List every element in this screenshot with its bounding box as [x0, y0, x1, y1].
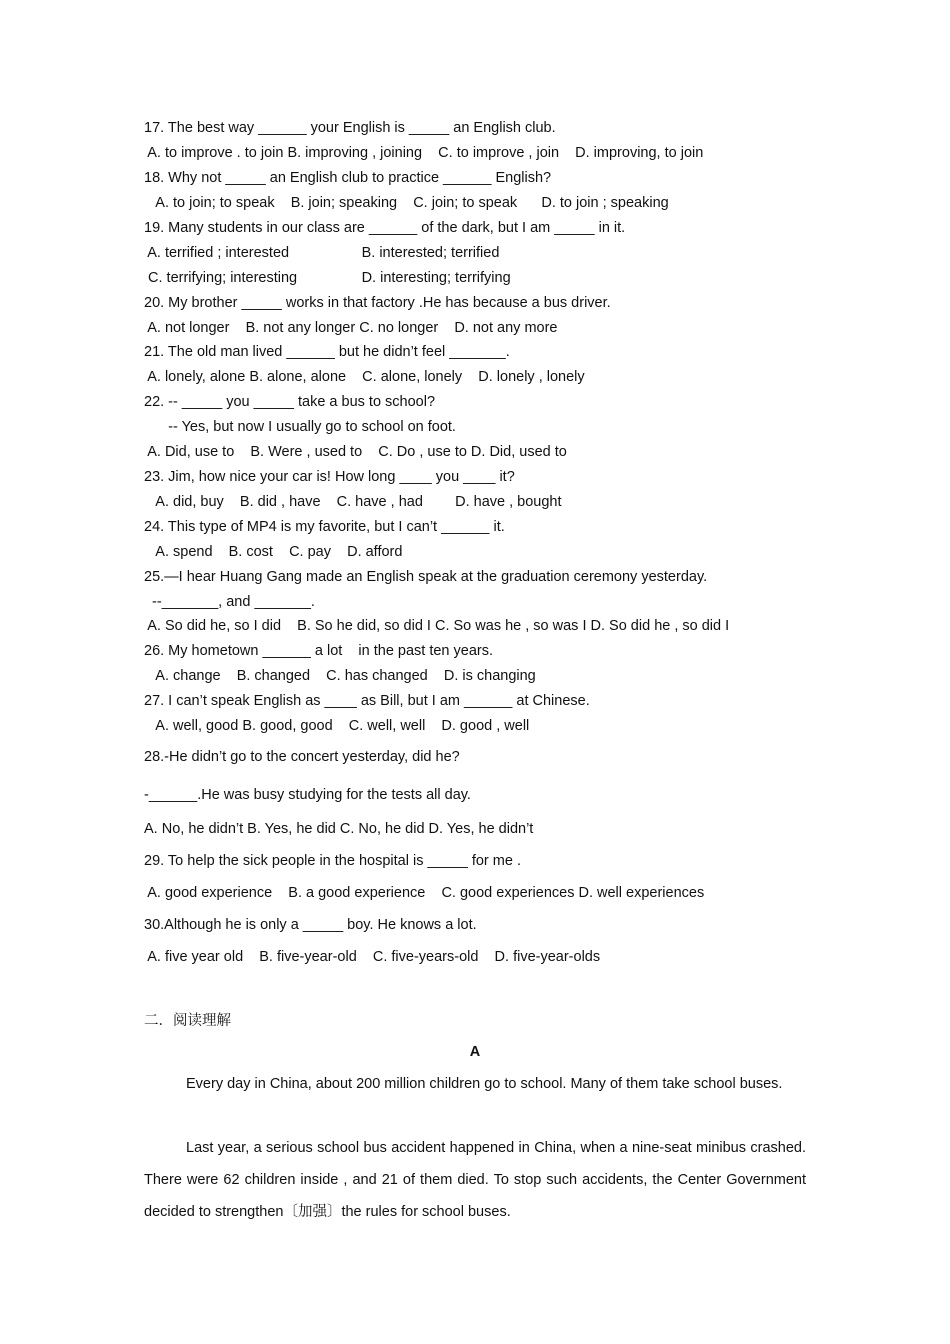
question-20: 20. My brother _____ works in that factory .He has because a bus driver. — [144, 295, 611, 311]
passage-label: A — [469, 1044, 481, 1060]
question-17-options: A. to improve . to join B. improving , joining C. to improve , join D. improving, to join — [144, 145, 704, 161]
question-29-options: A. good experience B. a good experience C. good experiences D. well experiences — [144, 885, 705, 901]
question-25: 25.—I hear Huang Gang made an English speak at the graduation ceremony yesterday. — [144, 569, 708, 585]
question-22-options: A. Did, use to B. Were , used to C. Do , use to D. Did, used to — [144, 444, 567, 460]
question-27: 27. I can’t speak English as ____ as Bill, but I am ______ at Chinese. — [144, 693, 590, 709]
question-30-options: A. five year old B. five-year-old C. five-years-old D. five-year-olds — [144, 949, 601, 965]
passage-paragraph-1: Every day in China, about 200 million children go to school. Many of them take school buses. — [186, 1076, 783, 1092]
question-21-options: A. lonely, alone B. alone, alone C. alone, lonely D. lonely , lonely — [144, 369, 585, 385]
question-19: 19. Many students in our class are ______ of the dark, but I am _____ in it. — [144, 220, 626, 236]
question-26-options: A. change B. changed C. has changed D. is changing — [144, 668, 536, 684]
question-22: 22. -- _____ you _____ take a bus to school? — [144, 394, 436, 410]
question-18: 18. Why not _____ an English club to practice ______ English? — [144, 170, 552, 186]
question-28-response: -______.He was busy studying for the tests all day. — [144, 787, 471, 803]
question-24-options: A. spend B. cost C. pay D. afford — [144, 544, 403, 560]
passage-paragraph-2: Last year, a serious school bus accident happened in China, when a nine-seat minibus crashed. There were 62 children inside , and 21 of them died. To stop such accidents, the Center Government decided to strengthen〔加强〕the rules for school buses. — [144, 1140, 806, 1220]
question-28-options: A. No, he didn’t B. Yes, he did C. No, he did D. Yes, he didn’t — [144, 821, 534, 837]
question-24: 24. This type of MP4 is my favorite, but I can’t ______ it. — [144, 519, 505, 535]
question-19-options-row2: C. terrifying; interesting D. interesting; terrifying — [144, 270, 511, 286]
question-27-options: A. well, good B. good, good C. well, well D. good , well — [144, 718, 530, 734]
question-26: 26. My hometown ______ a lot in the past ten years. — [144, 643, 494, 659]
question-22-response: -- Yes, but now I usually go to school on foot. — [144, 419, 456, 435]
section-heading: 二．阅读理解 — [144, 1013, 231, 1029]
question-21: 21. The old man lived ______ but he didn’t feel _______. — [144, 344, 510, 360]
question-28: 28.-He didn’t go to the concert yesterday, did he? — [144, 749, 460, 765]
question-19-options-row1: A. terrified ; interested B. interested; terrified — [144, 245, 500, 261]
question-30: 30.Although he is only a _____ boy. He knows a lot. — [144, 917, 477, 933]
question-17: 17. The best way ______ your English is _____ an English club. — [144, 120, 556, 136]
question-25-options: A. So did he, so I did B. So he did, so did I C. So was he , so was I D. So did he , so did I — [144, 618, 730, 634]
question-29: 29. To help the sick people in the hospital is _____ for me . — [144, 853, 521, 869]
question-23-options: A. did, buy B. did , have C. have , had D. have , bought — [144, 494, 562, 510]
question-20-options: A. not longer B. not any longer C. no longer D. not any more — [144, 320, 558, 336]
question-18-options: A. to join; to speak B. join; speaking C. join; to speak D. to join ; speaking — [144, 195, 669, 211]
question-23: 23. Jim, how nice your car is! How long ____ you ____ it? — [144, 469, 515, 485]
question-25-response: --_______, and _______. — [144, 594, 315, 610]
